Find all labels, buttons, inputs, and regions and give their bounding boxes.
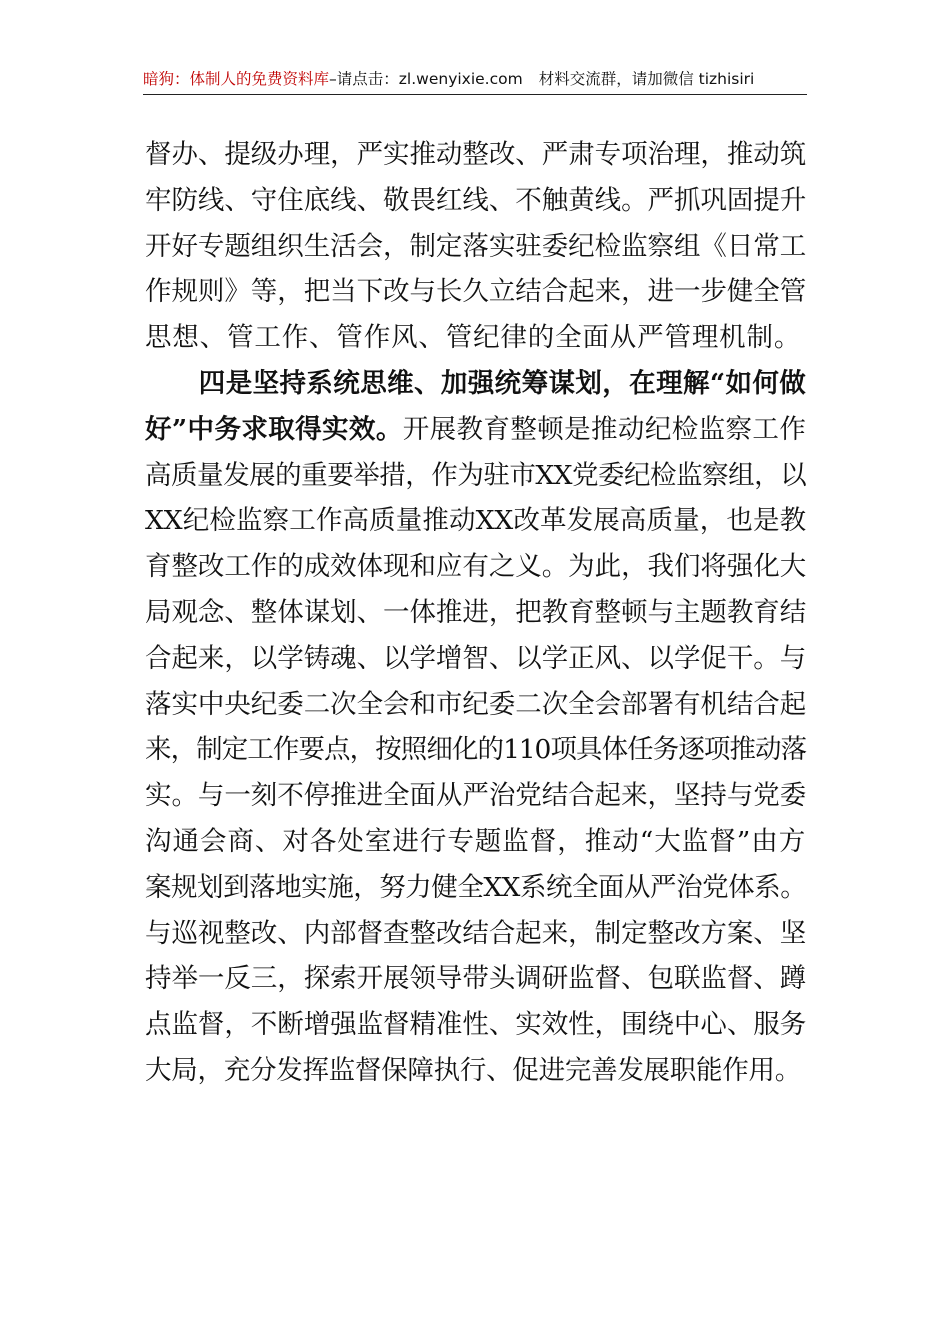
page-header <box>143 64 807 95</box>
header-link[interactable]: zl.wenyixie.com <box>398 70 523 88</box>
text-line: 开好专题组织生活会，制定落实驻委纪检监察组《日常工 <box>145 230 806 262</box>
text-line: 与巡视整改、内部督查整改结合起来，制定整改方案、坚 <box>145 917 806 949</box>
text-line: 点监督，不断增强监督精准性、实效性，围绕中心、服务 <box>145 1009 806 1041</box>
text-line: 合起来，以学铸魂、以学增智、以学正风、以学促干。与 <box>145 642 806 674</box>
text-line: XX纪检监察工作高质量推动XX改革发展高质量，也是教 <box>145 505 806 537</box>
text-line: 持举一反三，探索开展领导带头调研监督、包联监督、蹲 <box>145 963 806 995</box>
header-link-prefix: –请点击： <box>329 70 399 88</box>
document-body <box>145 132 806 1094</box>
text-line: 案规划到落地实施，努力健全XX系统全面从严治党体系。 <box>145 871 806 903</box>
text-line: 来，制定工作要点，按照细化的110项具体任务逐项推动落 <box>145 734 806 766</box>
header-brand: 暗狗：体制人的免费资料库 <box>143 70 330 88</box>
text-line: 沟通会商、对各处室进行专题监督，推动“大监督”由方 <box>145 825 806 857</box>
text-line: 实。与一刻不停推进全面从严治党结合起来，坚持与党委 <box>145 780 806 812</box>
text-line: 高质量发展的重要举措，作为驻市XX党委纪检监察组，以 <box>145 459 806 491</box>
text-line: 作规则》等，把当下改与长久立结合起来，进一步健全管 <box>145 276 806 308</box>
header-contact: 材料交流群，请加微信 tizhisiri <box>538 70 755 88</box>
text-line: 牢防线、守住底线、敬畏红线、不触黄线。严抓巩固提升 <box>145 184 806 216</box>
text-line: 局观念、整体谋划、一体推进，把教育整顿与主题教育结 <box>145 596 806 628</box>
text-line: 思想、管工作、管作风、管纪律的全面从严管理机制。 <box>145 322 802 354</box>
text-line: 育整改工作的成效体现和应有之义。为此，我们将强化大 <box>145 551 806 583</box>
text-line: 督办、提级办理，严实推动整改、严肃专项治理，推动筑 <box>145 139 806 170</box>
text-line: 大局，充分发挥监督保障执行、促进完善发展职能作用。 <box>145 1054 801 1086</box>
section-heading-line: 好”中务求取得实效。开展教育整顿是推动纪检监察工作 <box>145 413 806 445</box>
section-heading-line: 四是坚持系统思维、加强统筹谋划，在理解“如何做 <box>145 367 806 399</box>
text-line: 落实中央纪委二次全会和市纪委二次全会部署有机结合起 <box>145 688 806 720</box>
